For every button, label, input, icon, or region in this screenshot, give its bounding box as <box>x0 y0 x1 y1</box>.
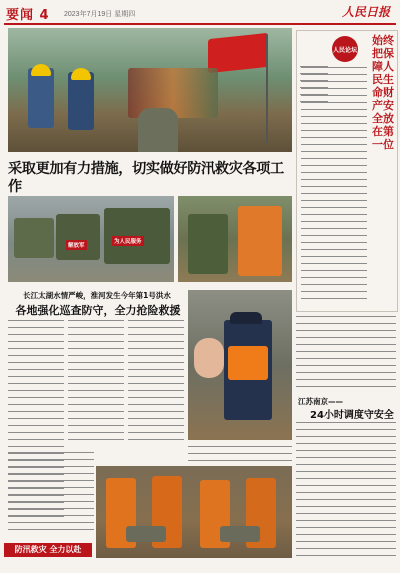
top-photo <box>8 28 292 152</box>
story2-body <box>296 422 396 558</box>
sandbag-photo <box>178 196 292 282</box>
soldier-figure <box>68 72 94 130</box>
soldier-figure <box>28 68 54 128</box>
commentary-upper-text <box>300 66 328 106</box>
rescue-photo <box>188 290 292 440</box>
photo-caption-text <box>188 446 292 464</box>
issue-date: 2023年7月19日 星期四 <box>64 11 136 18</box>
page-header <box>4 3 396 25</box>
commentary-badge: 人民论坛 <box>332 36 358 62</box>
story2-subhead: 24小时调度守安全 <box>310 410 394 421</box>
soldier-figure <box>238 206 282 276</box>
masthead-logo: 人民日报 <box>341 5 390 19</box>
helmet-icon <box>31 64 51 76</box>
main-headline: 采取更加有力措施，切实做好防汛救灾各项工作 <box>8 161 284 195</box>
military-truck <box>14 218 54 258</box>
story2-kicker: 江苏南京—— <box>298 397 343 406</box>
wheelbarrow <box>126 526 166 542</box>
child-figure <box>194 338 224 378</box>
story1-body-col3 <box>128 320 184 446</box>
foreground-soldier <box>138 108 178 152</box>
helmet-icon <box>71 68 91 80</box>
story1-subhead: 各地强化巡查防守，全力抢险救援 <box>15 304 181 317</box>
truck-banner: 为人民服务 <box>112 236 144 246</box>
flag-pole <box>266 34 268 144</box>
military-truck <box>56 214 100 260</box>
bottom-photo <box>96 466 292 558</box>
commentary-title: 始终把保障人民生命财产安全放在第一位 <box>372 34 394 151</box>
story1-body-col2 <box>68 320 124 446</box>
vehicles-photo <box>8 196 174 282</box>
flag-icon <box>208 33 268 73</box>
soldier-figure <box>188 214 228 274</box>
truck-banner-2: 解放军 <box>66 240 87 250</box>
right-body-text <box>296 316 396 390</box>
story1-kicker: 长江太湖水情严峻，淮河发生今年第1号洪水 <box>23 291 171 300</box>
life-vest <box>228 346 268 380</box>
section-label: 要闻 4 <box>6 8 50 23</box>
officer-cap <box>230 312 262 324</box>
wheelbarrow <box>220 526 260 542</box>
left-bottom-text <box>8 452 94 536</box>
bottom-section-label: 防汛救灾 全力以赴 <box>4 543 92 557</box>
